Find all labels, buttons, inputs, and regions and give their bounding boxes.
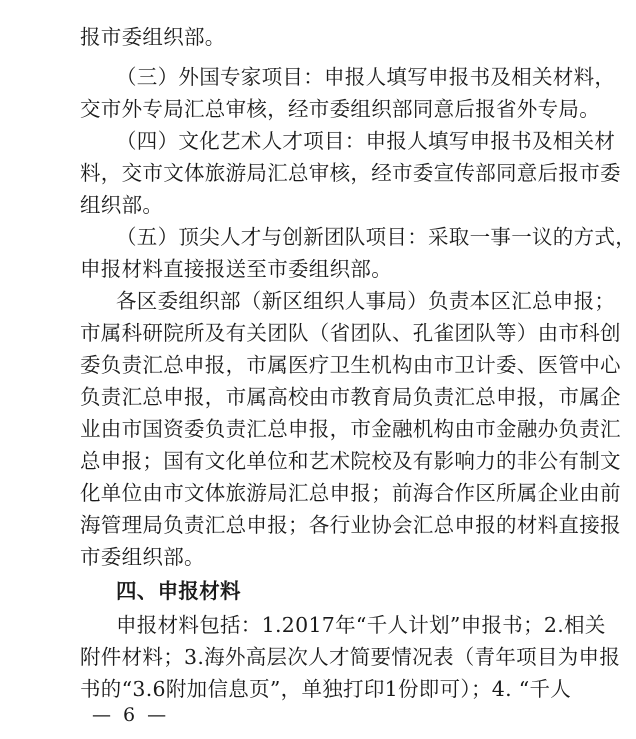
text-line: 市委组织部。: [80, 545, 205, 569]
text-line: 报市委组织部。: [80, 25, 226, 49]
text-line: 申报材料包括：1.2017年“千人计划”申报书；2.相关: [116, 613, 606, 637]
text-line: 化单位由市文体旅游局汇总申报；前海合作区所属企业由前: [80, 481, 621, 505]
text-line: 申报材料直接报送至市委组织部。: [80, 257, 392, 281]
text-line: （四）文化艺术人才项目：申报人填写申报书及相关材: [116, 129, 616, 153]
text-line: 交市外专局汇总审核，经市委组织部同意后报省外专局。: [80, 97, 600, 121]
text-line: 业由市国资委负责汇总申报，市金融机构由市金融办负责汇: [80, 417, 621, 441]
text-line: （五）顶尖人才与创新团队项目：采取一事一议的方式，: [116, 225, 636, 249]
text-line: 各区委组织部（新区组织人事局）负责本区汇总申报；: [116, 289, 616, 313]
text-line: 海管理局负责汇总申报；各行业协会汇总申报的材料直接报: [80, 513, 621, 537]
text-line: 市属科研院所及有关团队（省团队、孔雀团队等）由市科创: [80, 321, 621, 345]
text-line: （三）外国专家项目：申报人填写申报书及相关材料，: [116, 65, 616, 89]
section-heading: 四、申报材料: [116, 579, 241, 603]
page-number: — 6 —: [92, 704, 170, 726]
text-line: 附件材料；3.海外高层次人才简要情况表（青年项目为申报: [80, 645, 621, 669]
text-line: 书的“3.6附加信息页”，单独打印1份即可）；4. “千人: [80, 677, 572, 701]
text-line: 负责汇总申报，市属高校由市教育局负责汇总申报，市属企: [80, 385, 621, 409]
text-line: 委负责汇总申报，市属医疗卫生机构由市卫计委、医管中心: [80, 353, 621, 377]
text-line: 组织部。: [80, 193, 164, 217]
text-line: 总申报；国有文化单位和艺术院校及有影响力的非公有制文: [80, 449, 621, 473]
text-line: 料，交市文体旅游局汇总审核，经市委宣传部同意后报市委: [80, 161, 621, 185]
